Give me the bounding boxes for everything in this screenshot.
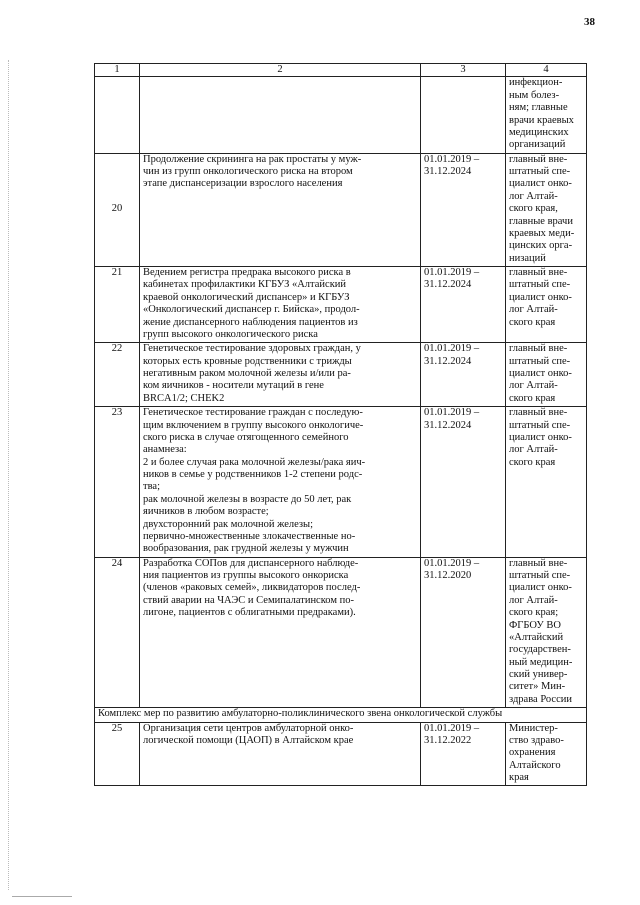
responsible-line: организаций (509, 139, 566, 151)
measure-text-line: ствий аварии на ЧАЭС и Семипалатинском по- (143, 594, 354, 606)
responsible-line: ным болез- (509, 89, 560, 101)
measure-text-line: негативным раком молочной железы и/или ра- (143, 368, 351, 379)
responsible-line: ского края (509, 392, 556, 404)
measure-text-line: первично-множественные злокачественные но- (143, 530, 356, 542)
row-number: 22 (95, 343, 140, 407)
table-row (95, 153, 587, 266)
measure-text-cell (140, 722, 421, 786)
responsible-line: краевых меди- (509, 227, 575, 239)
measure-text-line: ком яичников - носители мутаций в гене (143, 380, 324, 392)
measure-text-line: Продолжение скрининга на рак простаты у муж- (143, 153, 362, 165)
period-cell (421, 267, 506, 343)
period-line: 01.01.2019 – (424, 407, 480, 419)
row-number: 20 (95, 153, 140, 266)
measure-text-line: которых есть кровные родственники с трижды (143, 355, 352, 367)
measure-text-line: Генетическое тестирование граждан с последую- (143, 407, 363, 419)
row-number: 23 (95, 407, 140, 558)
responsible-line: штатный спе- (509, 279, 571, 291)
measure-text-line: логической помощи (ЦАОП) в Алтайском крае (143, 734, 354, 746)
responsible-line: циалист онко- (509, 291, 572, 303)
period-cell (421, 343, 506, 407)
responsible-line: Министер- (509, 722, 558, 734)
measure-text-cell (140, 267, 421, 343)
responsible-line: цинских орга- (509, 240, 573, 252)
table-row (95, 407, 587, 558)
measure-text-line: «Онкологический диспансер г. Бийска», продол- (143, 304, 360, 316)
measure-text-line: групп высокого онкологического риска (143, 328, 318, 340)
period-line: 31.12.2024 (424, 419, 472, 431)
measure-text-line: Организация сети центров амбулаторной онко- (143, 722, 354, 734)
responsible-line: циалист онко- (509, 368, 572, 379)
row-number: 25 (95, 722, 140, 786)
measure-text-line: жение диспансерного наблюдения пациентов из (143, 316, 358, 328)
measure-text-cell (140, 343, 421, 407)
period-line: 01.01.2019 – (424, 267, 480, 278)
responsible-line: края (509, 772, 529, 783)
period-line: 01.01.2019 – (424, 153, 480, 165)
responsible-cell (506, 557, 587, 708)
responsible-line: главный вне- (509, 153, 568, 165)
responsible-line: штатный спе- (509, 166, 571, 177)
measure-text-line: лигоне, пациентов с облигатными предраками). (143, 607, 356, 619)
period-line: 01.01.2019 – (424, 722, 480, 734)
responsible-line: «Алтайский (509, 631, 564, 643)
measure-text-line: 2 и более случая рака молочной железы/рака яич- (143, 456, 366, 468)
measure-text-line: Ведением регистра предрака высокого риска в (143, 267, 351, 278)
header-col-1: 1 (95, 64, 140, 77)
measure-text-line: ния пациентов из группы высокого онкориска (143, 570, 349, 581)
responsible-line: ского края, (509, 203, 558, 215)
responsible-line: лог Алтай- (509, 444, 558, 456)
responsible-line: ского края (509, 456, 556, 468)
table-row (95, 267, 587, 343)
continuation-responsible-cell (506, 77, 587, 153)
page-number: 38 (584, 16, 595, 28)
period-line: 01.01.2019 – (424, 343, 480, 355)
responsible-line: Алтайского (509, 759, 561, 771)
measure-text-line: краевой онкологический диспансер» и КГБУЗ (143, 291, 350, 303)
period-line: 01.01.2019 – (424, 557, 480, 569)
responsible-line: здрава России (509, 693, 572, 705)
continuation-row (95, 77, 587, 153)
row-number: 24 (95, 557, 140, 708)
period-line: 31.12.2020 (424, 570, 472, 581)
responsible-line: штатный спе- (509, 570, 571, 581)
responsible-line: лог Алтай- (509, 594, 558, 606)
responsible-line: ный медицин- (509, 656, 573, 668)
responsible-line: циалист онко- (509, 582, 572, 594)
responsible-line: ского края; (509, 607, 559, 619)
measure-text-line: Генетическое тестирование здоровых граждан, у (143, 343, 361, 355)
responsible-line: низаций (509, 252, 546, 264)
measure-text-line: этапе диспансеризации взрослого населения (143, 178, 343, 190)
measure-text-cell (140, 557, 421, 708)
responsible-line: государствен- (509, 644, 571, 656)
responsible-line: медицинских (509, 126, 569, 138)
responsible-line: лог Алтай- (509, 190, 558, 202)
measure-text-line: (членов «раковых семей», ликвидаторов послед- (143, 582, 361, 594)
responsible-cell (506, 722, 587, 786)
responsible-line: ням; главные (509, 102, 568, 114)
responsible-line: инфекцион- (509, 77, 563, 89)
measure-text-line: BRCA1/2; CHEK2 (143, 392, 225, 404)
measures-table (94, 63, 587, 786)
responsible-line: ФГБОУ ВО (509, 619, 561, 631)
continuation-text-cell (140, 77, 421, 153)
responsible-line: главный вне- (509, 343, 568, 355)
responsible-cell (506, 343, 587, 407)
responsible-cell (506, 267, 587, 343)
responsible-line: главные врачи (509, 215, 573, 227)
period-line: 31.12.2022 (424, 734, 472, 746)
responsible-line: врачи краевых (509, 114, 574, 126)
responsible-line: штатный спе- (509, 419, 571, 431)
responsible-line: ство здраво- (509, 734, 564, 746)
row-number: 21 (95, 267, 140, 343)
measure-text-line: щим включением в группу высокого онкологиче- (143, 419, 364, 431)
measure-text-line: Разработка СОПов для диспансерного наблюде- (143, 557, 359, 569)
measure-text-line: чин из групп онкологического риска на втором (143, 166, 353, 177)
period-line: 31.12.2024 (424, 355, 472, 367)
measure-text-line: рак молочной железы в возрасте до 50 лет, рак (143, 493, 352, 505)
measure-text-line: кабинетах профилактики КГБУЗ «Алтайский (143, 279, 347, 291)
section-heading-row (95, 708, 587, 722)
measure-text-line: вообразования, рак грудной железы у мужчин (143, 543, 349, 555)
period-line: 31.12.2024 (424, 166, 472, 177)
responsible-line: охранения (509, 747, 556, 759)
responsible-line: главный вне- (509, 557, 568, 569)
header-col-3: 3 (421, 64, 506, 77)
period-cell (421, 407, 506, 558)
header-col-2: 2 (140, 64, 421, 77)
measure-text-line: тва; (143, 481, 160, 493)
header-col-4: 4 (506, 64, 587, 77)
responsible-line: циалист онко- (509, 431, 572, 443)
measure-text-cell (140, 407, 421, 558)
continuation-period-cell (421, 77, 506, 153)
table-row (95, 557, 587, 708)
period-cell (421, 153, 506, 266)
header-row (95, 64, 587, 77)
continuation-num-cell (95, 77, 140, 153)
responsible-line: лог Алтай- (509, 304, 558, 316)
responsible-line: циалист онко- (509, 178, 572, 190)
responsible-line: ского края (509, 316, 556, 328)
section-heading: Комплекс мер по развитию амбулаторно-поликлинического звена онкологической службы (95, 708, 587, 722)
responsible-line: главный вне- (509, 407, 568, 419)
period-cell (421, 557, 506, 708)
margin-guide-line (8, 60, 9, 890)
footer-rule (12, 896, 72, 897)
responsible-line: главный вне- (509, 267, 568, 278)
measure-text-line: ников в семье у родственников 1-2 степени родс- (143, 469, 363, 480)
responsible-line: лог Алтай- (509, 380, 558, 392)
period-cell (421, 722, 506, 786)
table-row (95, 722, 587, 786)
measure-text-line: двухсторонний рак молочной железы; (143, 518, 314, 530)
measure-text-line: ского риска в случае отягощенного семейного (143, 431, 349, 443)
table-row (95, 343, 587, 407)
measure-text-line: яичников в любом возрасте; (143, 506, 269, 518)
responsible-cell (506, 407, 587, 558)
responsible-line: ситет» Мин- (509, 681, 566, 693)
measure-text-line: анамнеза: (143, 444, 187, 456)
responsible-line: ский универ- (509, 669, 568, 680)
period-line: 31.12.2024 (424, 279, 472, 291)
responsible-cell (506, 153, 587, 266)
measure-text-cell (140, 153, 421, 266)
responsible-line: штатный спе- (509, 355, 571, 367)
